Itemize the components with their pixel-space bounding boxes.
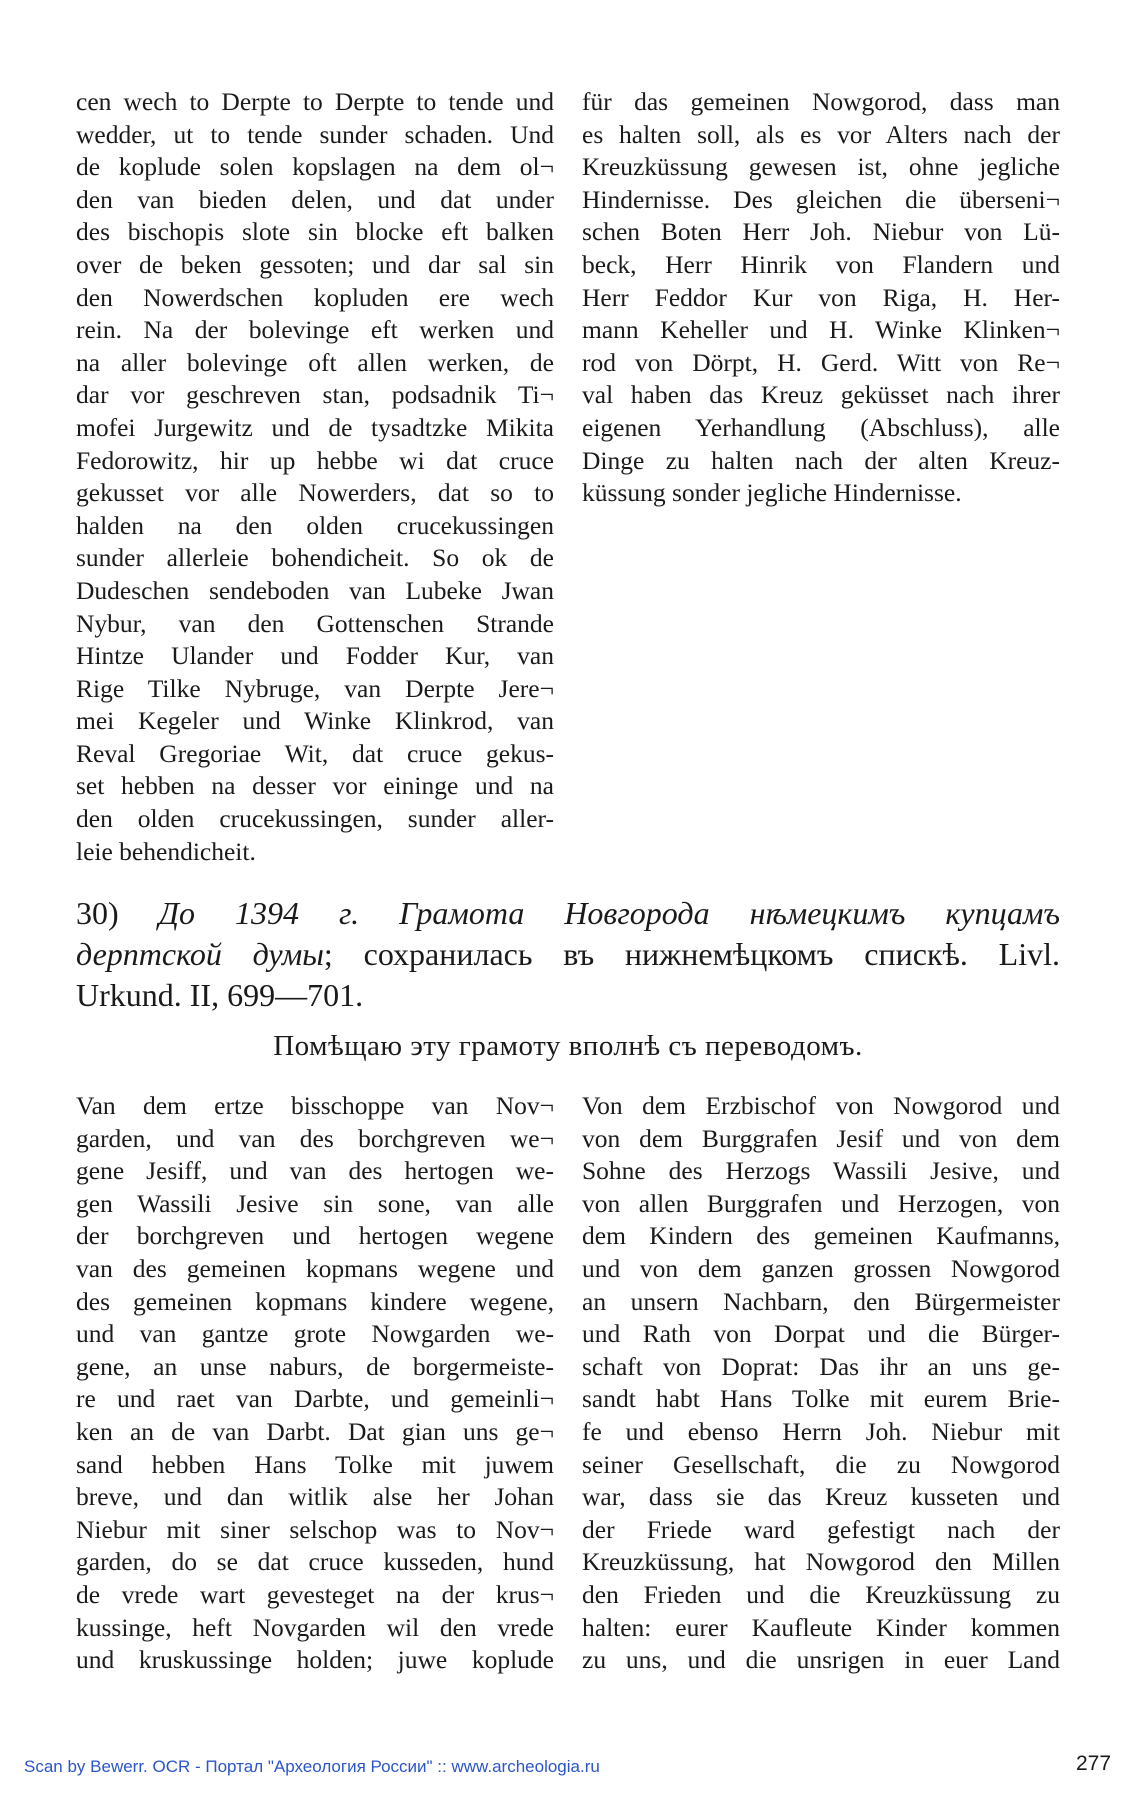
text-line: der Friede ward gefestigt nach der <box>582 1514 1060 1544</box>
text-line: den van bieden delen, und dat under <box>76 184 554 214</box>
text-line: Herr Feddor Kur von Riga, H. Her- <box>582 282 1060 312</box>
text-line: sunder allerleie bohendicheit. So ok de <box>76 543 554 573</box>
page-number: 277 <box>1076 1752 1112 1775</box>
text-line: den olden crucekussingen, sunder aller- <box>76 804 554 834</box>
text-line: Nybur, van den Gottenschen Strande <box>76 608 554 638</box>
text-line: beck, Herr Hinrik von Flandern und <box>582 249 1060 279</box>
text-line: fe und ebenso Herrn Joh. Niebur mit <box>582 1416 1060 1446</box>
text-line: Kreuzküssung gewesen ist, ohne jegliche <box>582 152 1060 182</box>
text-line: Hindernisse. Des gleichen die überseni¬ <box>582 184 1060 214</box>
text-line: gene, an unse naburs, de borgermeiste- <box>76 1351 554 1381</box>
text-line: von allen Burggrafen und Herzogen, von <box>582 1188 1060 1218</box>
footer-credit: Scan by Bewerr. OCR - Портал "Археология России" :: www.archeologia.ru <box>24 1757 600 1776</box>
text-line: Reval Gregoriae Wit, dat cruce gekus- <box>76 738 554 768</box>
text-line: des gemeinen kopmans kindere wegene, <box>76 1286 554 1316</box>
text-line: kussinge, heft Novgarden wil den vrede <box>76 1612 554 1642</box>
text-line: re und raet van Darbte, und gemeinli¬ <box>76 1384 554 1414</box>
text-line: ken an de van Darbt. Dat gian uns ge¬ <box>76 1416 554 1446</box>
text-line: den Nowerdschen kopluden ere wech <box>76 282 554 312</box>
text-line: seiner Gesellschaft, die zu Nowgorod <box>582 1449 1060 1479</box>
text-line: und van gantze grote Nowgarden we- <box>76 1319 554 1349</box>
text-line: küssung sonder jegliche Hindernisse. <box>582 478 962 508</box>
heading-source: ; сохранилась въ нижнемѣцкомъ спискѣ. Livl. <box>323 936 1061 972</box>
text-line: garden, do se dat cruce kusseden, hund <box>76 1547 554 1577</box>
text-line: val haben das Kreuz geküsset nach ihrer <box>582 380 1060 410</box>
text-line: Rige Tilke Nybruge, van Derpte Jere¬ <box>76 673 554 703</box>
text-line: rod von Dörpt, H. Gerd. Witt von Re¬ <box>582 347 1060 377</box>
text-line: Van dem ertze bisschoppe van Nov¬ <box>76 1091 554 1120</box>
text-line: wedder, ut to tende sunder schaden. Und <box>76 119 554 149</box>
heading-number: 30) <box>76 895 119 931</box>
bottom-left-column <box>76 1090 554 1677</box>
text-line: dem Kindern des gemeinen Kaufmanns, <box>582 1221 1060 1251</box>
top-left-column <box>76 86 554 868</box>
text-line: gen Wassili Jesive sin sone, van alle <box>76 1188 554 1218</box>
text-line: set hebben na desser vor eininge und na <box>76 771 554 801</box>
text-line: gene Jesiff, und van des hertogen we- <box>76 1156 554 1186</box>
heading-title: До 1394 г. Грамота Новгорода нѣмецкимъ купцамъ <box>158 895 1060 931</box>
text-line: na aller bolevinge oft allen werken, de <box>76 347 554 377</box>
text-line: leie behendicheit. <box>76 836 256 866</box>
text-line: zu uns, und die unsrigen in euer Land <box>582 1645 1060 1675</box>
text-line: Von dem Erzbischof von Nowgorod und <box>582 1091 1060 1120</box>
text-line: eigenen Yerhandlung (Abschluss), alle <box>582 412 1060 442</box>
text-line: Dinge zu halten nach der alten Kreuz- <box>582 445 1060 475</box>
text-line: Fedorowitz, hir up hebbe wi dat cruce <box>76 445 554 475</box>
text-line: de vrede wart gevesteget na der krus¬ <box>76 1579 554 1609</box>
text-line: und Rath von Dorpat und die Bürger- <box>582 1319 1060 1349</box>
text-line: Dudeschen sendeboden van Lubeke Jwan <box>76 575 554 605</box>
document-heading <box>76 893 1060 1016</box>
heading-title-cont: дерптской думы <box>76 936 324 972</box>
text-line: breve, und dan witlik alse her Johan <box>76 1482 554 1512</box>
text-line: schen Boten Herr Joh. Niebur von Lü- <box>582 217 1060 247</box>
text-line: de koplude solen kopslagen na dem ol¬ <box>76 152 554 182</box>
text-line: halten: eurer Kaufleute Kinder kommen <box>582 1612 1060 1642</box>
text-line: garden, und van des borchgreven we¬ <box>76 1123 554 1153</box>
text-line: sand hebben Hans Tolke mit juwem <box>76 1449 554 1479</box>
text-line: und von dem ganzen grossen Nowgorod <box>582 1253 1060 1283</box>
text-line: dar vor geschreven stan, podsadnik Ti¬ <box>76 380 554 410</box>
text-line: gekusset vor alle Nowerders, dat so to <box>76 478 554 508</box>
top-right-column <box>582 86 1060 510</box>
text-line: für das gemeinen Nowgorod, dass man <box>582 87 1060 116</box>
text-line: Kreuzküssung, hat Nowgorod den Millen <box>582 1547 1060 1577</box>
heading-line-2 <box>76 934 1060 975</box>
subheading: Помѣщаю эту грамоту вполнѣ съ переводомъ. <box>273 1030 863 1062</box>
text-line: an unsern Nachbarn, den Bürgermeister <box>582 1286 1060 1316</box>
text-line: halden na den olden crucekussingen <box>76 510 554 540</box>
text-line: over de beken gessoten; und dar sal sin <box>76 249 554 279</box>
text-line: mann Keheller und H. Winke Klinken¬ <box>582 315 1060 345</box>
text-line: von dem Burggrafen Jesif und von dem <box>582 1123 1060 1153</box>
text-line: den Frieden und die Kreuzküssung zu <box>582 1579 1060 1609</box>
text-line: Hintze Ulander und Fodder Kur, van <box>76 641 554 671</box>
text-line: schaft von Doprat: Das ihr an uns ge- <box>582 1351 1060 1381</box>
text-line: war, dass sie das Kreuz kusseten und <box>582 1482 1060 1512</box>
text-line: rein. Na der bolevinge eft werken und <box>76 315 554 345</box>
text-line: mofei Jurgewitz und de tysadtzke Mikita <box>76 412 554 442</box>
heading-line-1 <box>76 893 1060 934</box>
text-line: cen wech to Derpte to Derpte to tende und <box>76 87 554 116</box>
text-line: Niebur mit siner selschop was to Nov¬ <box>76 1514 554 1544</box>
text-line: sandt habt Hans Tolke mit eurem Brie- <box>582 1384 1060 1414</box>
text-line: es halten soll, als es vor Alters nach der <box>582 119 1060 149</box>
bottom-right-column <box>582 1090 1060 1677</box>
heading-line-3: Urkund. II, 699—701. <box>76 977 364 1013</box>
text-line: der borchgreven und hertogen wegene <box>76 1221 554 1251</box>
text-line: Sohne des Herzogs Wassili Jesive, und <box>582 1156 1060 1186</box>
text-line: van des gemeinen kopmans wegene und <box>76 1253 554 1283</box>
text-line: mei Kegeler und Winke Klinkrod, van <box>76 706 554 736</box>
text-line: des bischopis slote sin blocke eft balken <box>76 217 554 247</box>
text-line: und kruskussinge holden; juwe koplude <box>76 1645 554 1675</box>
